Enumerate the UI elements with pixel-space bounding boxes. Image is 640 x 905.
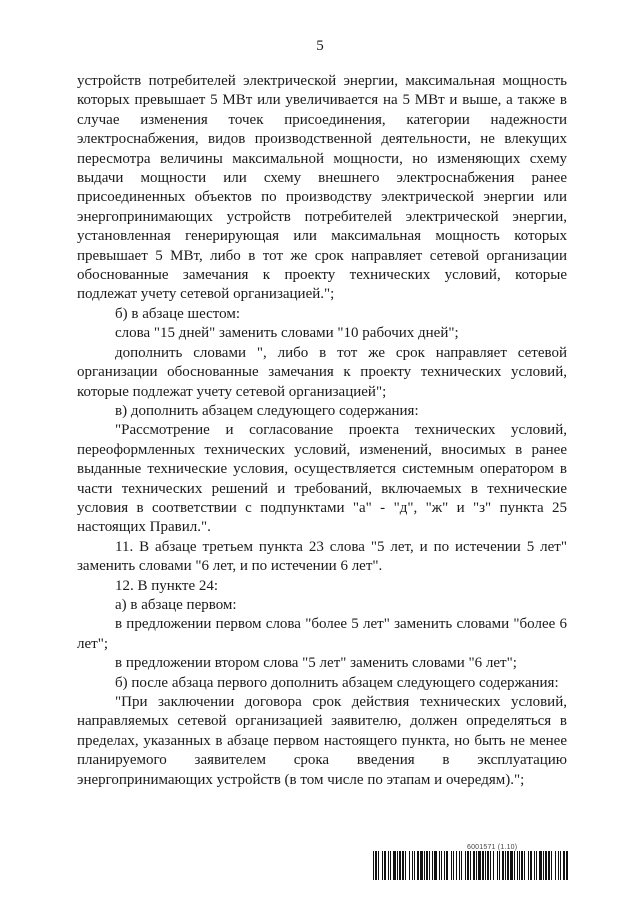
paragraph: 12. В пункте 24: — [115, 577, 219, 594]
paragraph: 11. В абзаце третьем пункта 23 слова "5 лет, и по истечении 5 лет" заменить словами "6 лет, и по истечении 6 лет". — [77, 538, 567, 575]
barcode-bar — [566, 851, 568, 880]
paragraph: б) в абзаце шестом: — [115, 305, 240, 322]
paragraph: слова "15 дней" заменить словами "10 рабочих дней"; — [115, 325, 459, 342]
paragraph: "При заключении договора срок действия технических условий, направляемых сетевой организацией заявителю, должен определяться в пределах, указанных в абзаце первом настоящего пункта, но быть не менее планируемого заявителем срока введения в эксплуатацию энергопринимающих устройств (в том числе по этапам и очередям)."; — [77, 694, 567, 788]
paragraph: дополнить словами ", либо в тот же срок направляет сетевой организации обоснованные замечания к проекту технических условий, которые подлежат учету сетевой организацией"; — [77, 344, 567, 400]
document-code: 6001571 (1.10) — [467, 844, 518, 851]
paragraph: устройств потребителей электрической энергии, максимальная мощность которых превышает 5 МВт или увеличивается на 5 МВт и выше, а также в случае изменения точек присоединения, категории надежности электроснабжения, видов производственной деятельности, не влекущих пересмотра величины максимальной мощности, но изменяющих схему выдачи мощности или схему внешнего электроснабжения ранее присоединенных объектов по производству электрической энергии или энергопринимающих устройств потребителей электрической энергии, установленная генерирующая или максимальная мощность которых превышает 5 МВт, либо в тот же срок направляет сетевой организации обоснованные замечания к проекту технических условий, которые подлежат учету сетевой организацией."; — [77, 73, 567, 303]
page-number: 5 — [316, 38, 324, 54]
paragraph: а) в абзаце первом: — [115, 596, 237, 613]
paragraph: в предложении первом слова "более 5 лет" заменить словами "более 6 лет"; — [77, 616, 567, 652]
paragraph: в предложении втором слова "5 лет" заменить словами "6 лет"; — [115, 655, 517, 672]
paragraph: в) дополнить абзацем следующего содержания: — [115, 402, 419, 419]
paragraph: "Рассмотрение и согласование проекта технических условий, переоформленных технических условий, изменений, вносимых в ранее выданные технические условия, осуществляется системным оператором в части технических решений и требований, включаемых в технические условия в соответствии с подпунктами "а" - "д", "ж" и "з" пункта 25 настоящих Правил.". — [77, 422, 567, 536]
barcode-image — [373, 851, 568, 880]
paragraph: б) после абзаца первого дополнить абзацем следующего содержания: — [115, 674, 559, 691]
document-body — [77, 72, 567, 790]
